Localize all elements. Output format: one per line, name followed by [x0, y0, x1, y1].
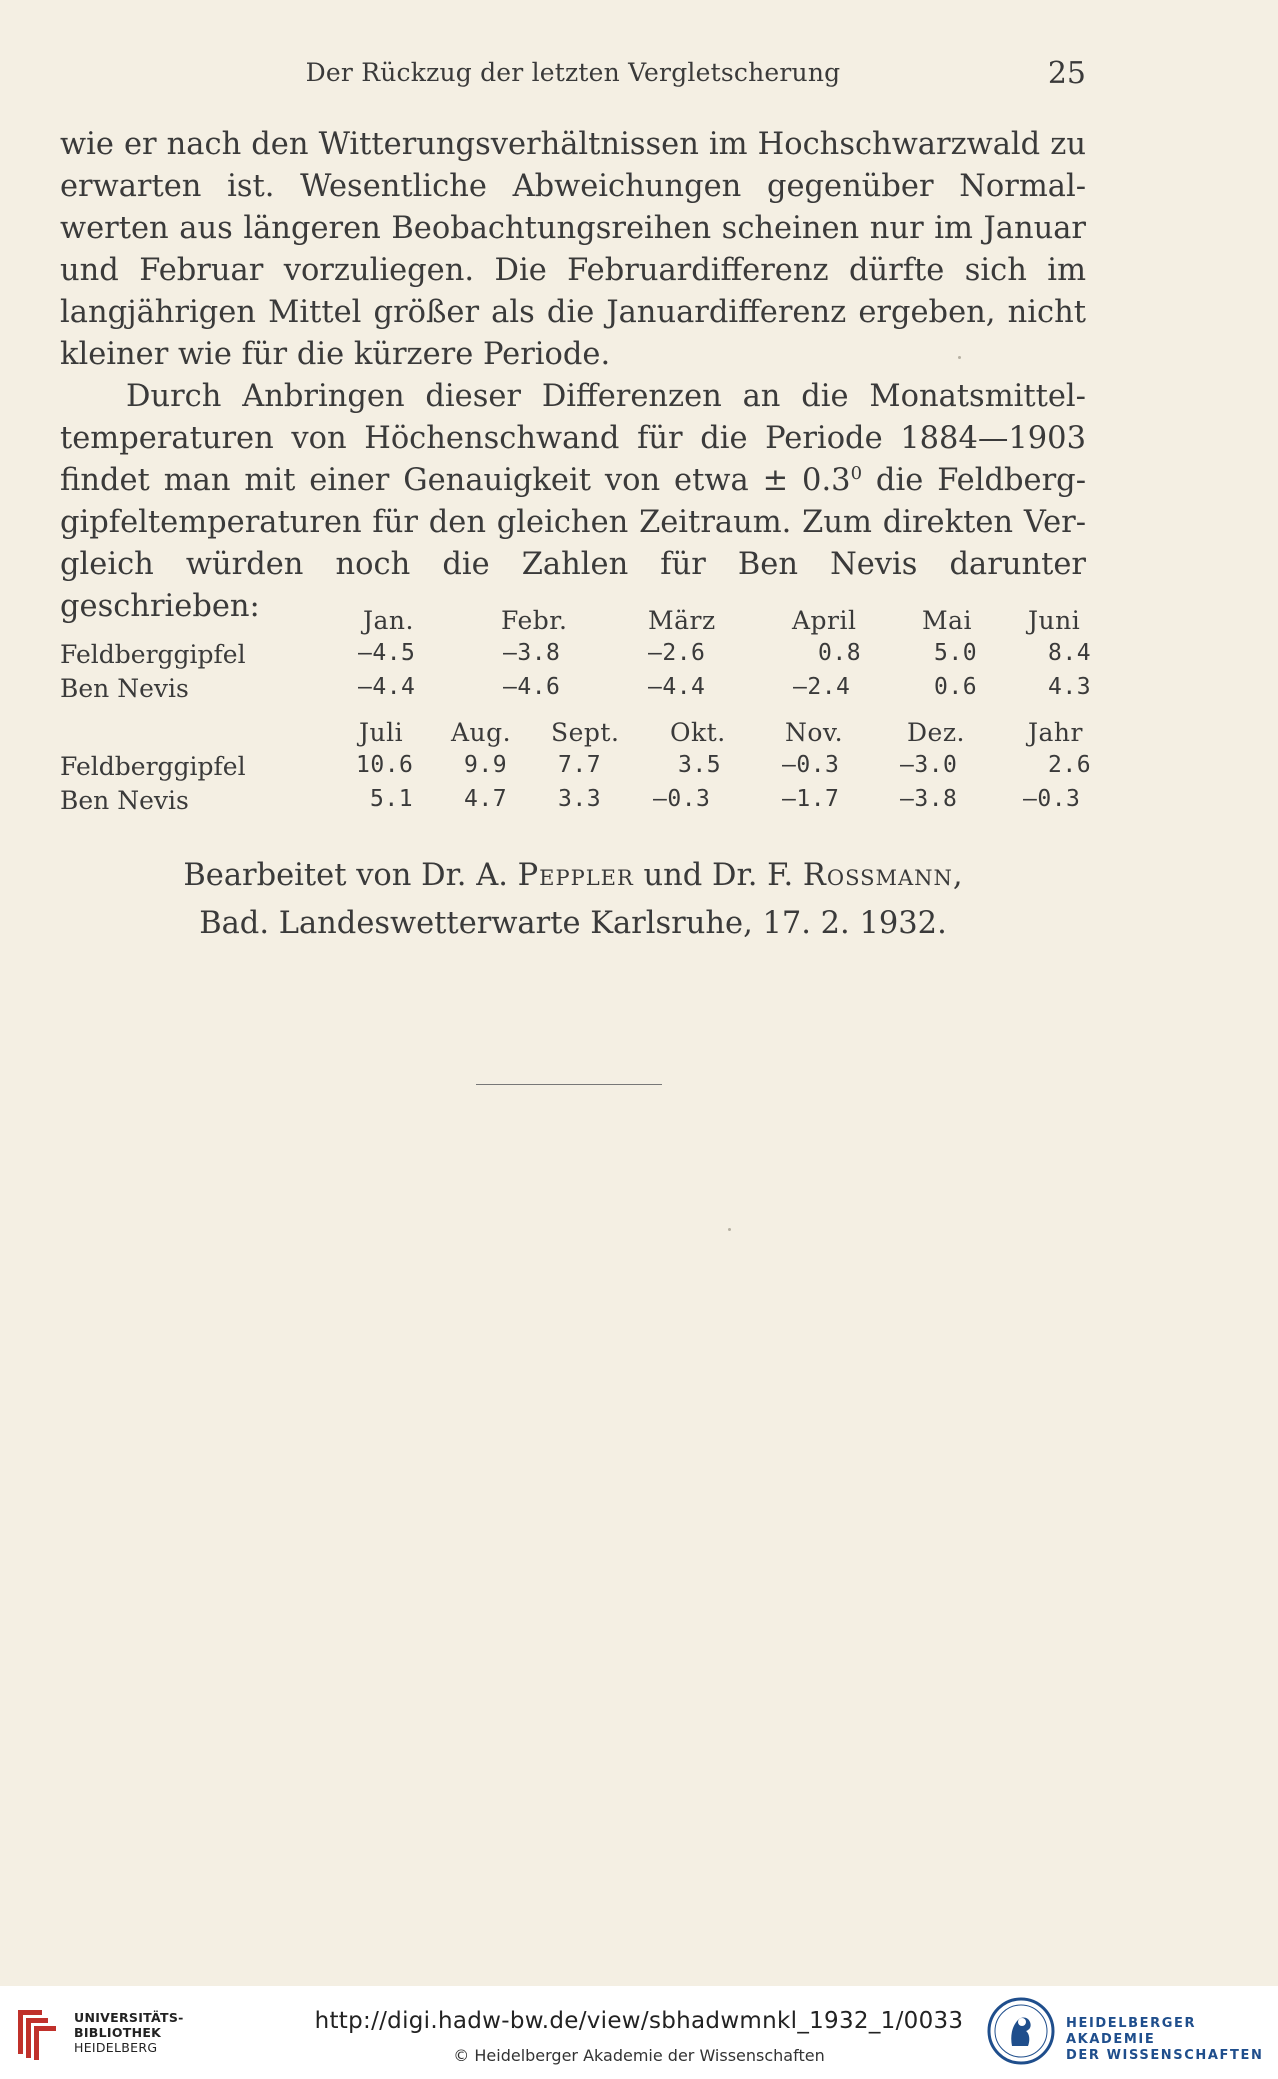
column-header: Sept. [551, 718, 620, 747]
text-line: zu erwarten ist. Wesentliche Abweichungen gegenüber Normal- [60, 127, 1087, 204]
table-header-row [60, 606, 1086, 640]
column-header: Okt. [670, 718, 726, 747]
page-number: 25 [1047, 56, 1086, 91]
text-line: findet man mit einer Genauigkeit von etwa ± 0.3 [60, 463, 851, 498]
table-cell: 0.8 [818, 640, 862, 666]
row-label: Feldberggipfel [60, 752, 246, 781]
column-header: Jahr [1028, 718, 1083, 747]
text-line: Durch Anbringen dieser Differenzen an die Monatsmittel- [126, 379, 1086, 414]
table-row [60, 752, 1092, 786]
running-head [60, 58, 1086, 98]
column-header: Aug. [451, 718, 512, 747]
table-cell: —2.4 [793, 674, 851, 700]
text-line: kleiner wie für die kürzere Periode. [60, 337, 611, 372]
table-cell: —4.4 [358, 674, 416, 700]
table-cell: 4.3 [1048, 674, 1092, 700]
table-row [60, 786, 1086, 820]
paper-speck [958, 356, 961, 359]
row-label: Feldberggipfel [60, 640, 246, 669]
table-cell: —0.3 [653, 786, 711, 812]
table-cell: 2.6 [1048, 752, 1092, 778]
table-cell: —3.8 [900, 786, 958, 812]
text-line: und Februar vorzuliegen. Die Februardifferenz dürfte sich im [60, 253, 1086, 288]
table-cell: 7.7 [558, 752, 602, 778]
table-cell: —4.4 [648, 674, 706, 700]
table-cell: 3.3 [558, 786, 602, 812]
table-cell: 5.1 [370, 786, 414, 812]
table-cell: 10.6 [356, 752, 414, 778]
running-title: Der Rückzug der letzten Vergletscherung [305, 58, 841, 87]
table-row [60, 640, 1092, 674]
table-cell: 4.7 [464, 786, 508, 812]
column-header: Juni [1028, 606, 1081, 635]
table-cell: —0.3 [1023, 786, 1081, 812]
paragraph-1 [60, 124, 1086, 376]
text-line: die Feldberg- [862, 463, 1086, 498]
academy-name-line: DER WISSENSCHAFTEN [1066, 2048, 1264, 2063]
credit-suffix: , [952, 858, 963, 893]
table-cell: —0.3 [782, 752, 840, 778]
column-header: Mai [922, 606, 972, 635]
text-line: langjährigen Mittel größer als die Januardifferenz ergeben, nicht [60, 295, 1086, 330]
credit-line-2: Bad. Landeswetterwarte Karlsruhe, 17. 2. 1932. [199, 906, 947, 941]
author-name: Rossmann [802, 858, 953, 893]
row-label: Ben Nevis [60, 674, 189, 703]
author-name: Peppler [517, 858, 634, 893]
copyright-notice: © Heidelberger Akademie der Wissenschaften [453, 2046, 825, 2065]
paper-speck [728, 1228, 731, 1231]
credit-middle: und Dr. F. [633, 858, 803, 893]
column-header: April [792, 606, 857, 635]
column-header: Juli [359, 718, 404, 747]
text-line: temperaturen von Höchenschwand für die Periode 1884—1903 [60, 421, 1086, 456]
academy-name-line: HEIDELBERGER AKADEMIE [1066, 2016, 1197, 2047]
credit-block [60, 852, 1086, 948]
source-url-link[interactable]: http://digi.hadw-bw.de/view/sbhadwmnkl_1932_1/0033 [314, 2008, 964, 2034]
temperature-table-second-half [60, 718, 1092, 820]
table-cell: —3.0 [900, 752, 958, 778]
column-header: Dez. [907, 718, 965, 747]
table-cell: —1.7 [782, 786, 840, 812]
body-text [60, 124, 1086, 628]
table-cell: 5.0 [934, 640, 978, 666]
library-name-line: BIBLIOTHEK [74, 2025, 162, 2040]
library-name-line: UNIVERSITÄTS- [74, 2010, 184, 2025]
column-header: Febr. [501, 606, 568, 635]
table-row [60, 674, 1092, 708]
closing-rule [476, 1084, 662, 1085]
academy-seal-icon [986, 1996, 1056, 2066]
footer-bar [0, 1986, 1278, 2079]
paragraph-2 [60, 376, 1086, 628]
table-header-row [60, 718, 1086, 752]
table-cell: 9.9 [464, 752, 508, 778]
table-cell: 0.6 [934, 674, 978, 700]
text-line: gleich würden noch die Zahlen für Ben Nevis darunter geschrieben: [60, 547, 1086, 624]
text-line: werten aus längeren Beobachtungsreihen scheinen nur im Januar [60, 211, 1086, 246]
row-label: Ben Nevis [60, 786, 189, 815]
text-line: wie er nach den Witterungsverhältnissen im Hochschwarzwald [60, 127, 1041, 162]
academy-name [1066, 2016, 1278, 2064]
table-cell: 3.5 [678, 752, 722, 778]
table-cell: —3.8 [503, 640, 561, 666]
library-name-line: HEIDELBERG [74, 2040, 158, 2055]
credit-prefix: Bearbeitet von Dr. A. [183, 858, 518, 893]
credit-line-1 [60, 852, 1086, 900]
table-cell: 8.4 [1048, 640, 1092, 666]
table-cell: —4.6 [503, 674, 561, 700]
column-header: Jan. [363, 606, 414, 635]
degree-superscript: 0 [850, 462, 863, 484]
table-cell: —4.5 [358, 640, 416, 666]
temperature-table-first-half [60, 606, 1092, 708]
text-line: gipfeltemperaturen für den gleichen Zeitraum. Zum direkten Ver- [60, 505, 1086, 540]
table-cell: —2.6 [648, 640, 706, 666]
column-header: Nov. [785, 718, 844, 747]
column-header: März [648, 606, 716, 635]
